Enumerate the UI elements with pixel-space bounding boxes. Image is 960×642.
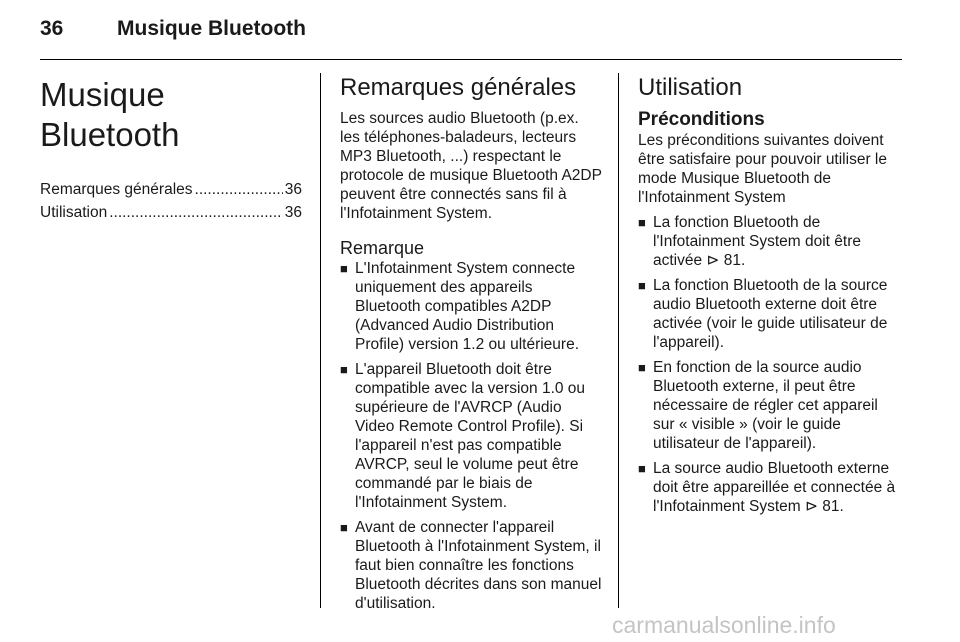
running-title: Musique Bluetooth [117,17,306,40]
list-item: ■ La fonction Bluetooth de la source audio Bluetooth externe doit être activée (voir le guide utilisateur de l'appareil). [638,277,888,351]
column-divider-1 [320,73,321,608]
header-rule [40,59,902,60]
toc-page: 36 [284,181,302,198]
column-toc [40,70,302,224]
toc-entry-usage[interactable] [40,201,302,224]
bullet-icon: ■ [638,360,646,375]
bullet-icon: ■ [340,520,348,535]
chapter-title: Musique Bluetooth [40,76,180,153]
subheading-preconditions: Préconditions [638,109,765,130]
toc-leader [109,201,283,224]
toc-label: Remarques générales [40,181,193,198]
column-divider-2 [618,73,619,608]
list-item: ■ L'Infotainment System connecte uniquement des appareils Bluetooth compatibles A2DP (Advanced Audio Distribution Profile) version 1.2 ou ultérieure. [340,260,580,353]
list-item: ■ Avant de connecter l'appareil Bluetooth à l'Infotainment System, il faut bien connaître les fonctions Bluetooth décrites dans son manuel d'utilisation. [340,519,602,612]
watermark: carmanualsonline.info [612,612,836,638]
list-item: ■ La source audio Bluetooth externe doit être appareillée et connectée à l'Infotainment System ⊳ 81. [638,460,896,515]
toc-page: 36 [284,204,302,221]
list-item: ■ La fonction Bluetooth de l'Infotainment System doit être activée ⊳ 81. [638,214,862,269]
page-number: 36 [40,17,64,40]
column-general [340,70,602,619]
bullet-icon: ■ [340,362,348,377]
usage-intro: Les préconditions suivantes doivent être satisfaire pour pouvoir utiliser le mode Musique Bluetooth de l'Infotainment System [638,132,887,206]
note-list [340,259,602,613]
toc-leader [195,178,283,201]
precondition-list [638,213,902,516]
toc-entry-general[interactable] [40,178,302,201]
toc-label: Utilisation [40,204,108,221]
list-item: ■ L'appareil Bluetooth doit être compatible avec la version 1.0 ou supérieure de l'AVRCP (Audio Video Remote Control Profile). Si l'appareil n'est pas compatible AVRCP, seul le volume peut être commandé par le biais de l'Infotainment System. [340,361,586,511]
bullet-icon: ■ [340,261,348,276]
column-usage [638,70,902,522]
note-heading: Remarque [340,238,425,258]
bullet-icon: ■ [638,278,646,293]
bullet-icon: ■ [638,461,646,476]
section-heading-general: Remarques générales [340,74,577,101]
list-item: ■ En fonction de la source audio Bluetooth externe, il peut être nécessaire de régler cet appareil sur « visible » (voir le guide utilisateur de l'appareil). [638,359,878,452]
bullet-icon: ■ [638,215,646,230]
page-header [40,17,902,59]
general-intro: Les sources audio Bluetooth (p.ex. les téléphones-baladeurs, lecteurs MP3 Bluetooth, ...) respectant le protocole de musique Bluetooth A2DP peuvent être connectés sans fil à l'Infotainment System. [340,110,602,222]
section-heading-usage: Utilisation [638,74,743,101]
